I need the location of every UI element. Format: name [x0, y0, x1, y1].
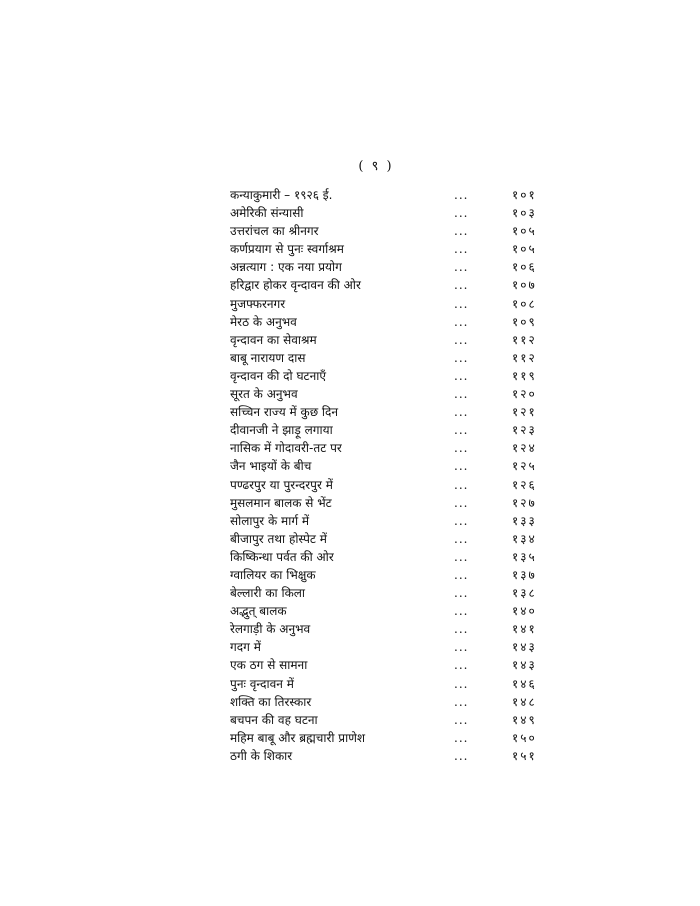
- toc-entry: [230, 222, 540, 240]
- toc-leader-dots: ...: [454, 206, 469, 221]
- toc-leader-dots: ...: [454, 368, 469, 383]
- toc-entry: [230, 331, 540, 349]
- toc-entry-page: १३३: [512, 513, 537, 528]
- toc-leader-dots: ...: [454, 314, 469, 329]
- toc-leader-dots: ...: [454, 477, 469, 492]
- toc-leader-dots: ...: [454, 224, 469, 239]
- toc-entry: [230, 638, 540, 656]
- toc-entry-page: १२४: [512, 441, 537, 456]
- toc-entry: [230, 476, 540, 494]
- toc-entry: [230, 421, 540, 439]
- toc-leader-dots: ...: [454, 748, 469, 763]
- toc-leader-dots: ...: [454, 260, 469, 275]
- toc-leader-dots: ...: [454, 296, 469, 311]
- toc-leader-dots: ...: [454, 459, 469, 474]
- toc-entry-page: १५१: [512, 748, 537, 763]
- toc-entry-page: ११२: [512, 350, 537, 365]
- toc-entry: [230, 240, 540, 258]
- toc-entry-page: १०१: [512, 188, 537, 202]
- toc-leader-dots: ...: [454, 658, 469, 673]
- toc-entry-title: मुजफ्फरनगर: [230, 296, 286, 311]
- toc-entry: [230, 747, 540, 765]
- toc-entry: [230, 693, 540, 711]
- toc-entry: [230, 566, 540, 584]
- toc-entry-title: नासिक में गोदावरी-तट पर: [230, 441, 342, 456]
- toc-entry-title: पुनः वृन्दावन में: [230, 676, 294, 691]
- toc-entry-page: १०७: [512, 278, 537, 293]
- toc-entry: [230, 602, 540, 620]
- toc-entry: [230, 367, 540, 385]
- toc-entry-page: १२७: [512, 495, 537, 510]
- toc-entry-page: १५०: [512, 730, 537, 745]
- toc-entry: [230, 186, 540, 204]
- toc-leader-dots: ...: [454, 513, 469, 528]
- toc-entry-page: १३७: [512, 567, 537, 582]
- toc-entry-title: गदग में: [230, 640, 261, 655]
- toc-entry-page: १४१: [512, 622, 537, 637]
- table-of-contents: [230, 186, 540, 765]
- toc-entry-title: अन्नत्याग : एक नया प्रयोग: [230, 260, 342, 275]
- toc-entry-title: ठगी के शिकार: [230, 748, 293, 763]
- toc-entry-title: वृन्दावन की दो घटनाएँ: [230, 368, 326, 383]
- toc-entry-page: १२३: [512, 423, 537, 438]
- toc-entry-page: ११९: [512, 368, 537, 383]
- toc-entry: [230, 313, 540, 331]
- toc-entry: [230, 530, 540, 548]
- toc-entry-title: अद्भुत् बालक: [230, 604, 287, 619]
- toc-leader-dots: ...: [454, 549, 469, 564]
- toc-leader-dots: ...: [454, 423, 469, 438]
- toc-entry-title: बीजापुर तथा होस्पेट में: [230, 531, 327, 546]
- toc-entry-page: १४३: [512, 640, 537, 655]
- toc-leader-dots: ...: [454, 712, 469, 727]
- toc-entry-page: १२०: [512, 387, 537, 402]
- toc-entry-title: अमेरिकी संन्यासी: [230, 206, 304, 221]
- toc-entry-page: १४८: [512, 694, 537, 709]
- toc-entry-page: १२६: [512, 477, 537, 492]
- toc-leader-dots: ...: [454, 604, 469, 619]
- toc-entry-title: ग्वालियर का भिक्षुक: [230, 567, 316, 582]
- toc-leader-dots: ...: [454, 242, 469, 257]
- toc-entry: [230, 385, 540, 403]
- toc-entry-page: १४०: [512, 604, 537, 619]
- toc-entry-title: मुसलमान बालक से भेंट: [230, 495, 332, 510]
- toc-leader-dots: ...: [454, 350, 469, 365]
- toc-entry: [230, 204, 540, 222]
- toc-leader-dots: ...: [454, 405, 469, 420]
- toc-entry-title: कर्णप्रयाग से पुनः स्वर्गाश्रम: [230, 242, 344, 257]
- toc-entry: [230, 620, 540, 638]
- toc-entry-title: हरिद्वार होकर वृन्दावन की ओर: [230, 278, 361, 293]
- toc-entry-title: पण्ढरपुर या पुरन्दरपुर में: [230, 477, 333, 492]
- toc-leader-dots: ...: [454, 278, 469, 293]
- toc-entry-title: बचपन की वह घटना: [230, 712, 318, 727]
- toc-entry: [230, 584, 540, 602]
- toc-entry-title: सच्चिन राज्य में कुछ दिन: [230, 405, 339, 420]
- toc-leader-dots: ...: [454, 586, 469, 601]
- toc-entry: [230, 656, 540, 674]
- toc-entry-page: १०९: [512, 314, 537, 329]
- toc-leader-dots: ...: [454, 567, 469, 582]
- toc-entry: [230, 403, 540, 421]
- toc-entry: [230, 494, 540, 512]
- toc-entry-page: १४३: [512, 658, 537, 673]
- toc-entry: [230, 711, 540, 729]
- toc-leader-dots: ...: [454, 387, 469, 402]
- toc-entry-title: रेलगाड़ी के अनुभव: [230, 622, 311, 637]
- toc-entry-title: सोलापुर के मार्ग में: [230, 513, 310, 528]
- toc-entry-page: १३४: [512, 531, 537, 546]
- toc-entry-page: १०८: [512, 296, 537, 311]
- toc-leader-dots: ...: [454, 188, 469, 202]
- toc-entry: [230, 457, 540, 475]
- toc-entry: [230, 512, 540, 530]
- toc-leader-dots: ...: [454, 441, 469, 456]
- toc-entry: [230, 729, 540, 747]
- toc-entry-title: कन्याकुमारी – १९२६ ई.: [230, 188, 333, 202]
- toc-entry-title: बेल्लारी का किला: [230, 586, 306, 601]
- toc-entry-page: १४९: [512, 712, 537, 727]
- toc-entry-title: एक ठग से सामना: [230, 658, 308, 673]
- toc-entry-title: सूरत के अनुभव: [230, 387, 298, 402]
- toc-entry: [230, 295, 540, 313]
- toc-entry-page: १३५: [512, 549, 537, 564]
- toc-entry-page: १०५: [512, 224, 537, 239]
- toc-entry-title: वृन्दावन का सेवाश्रम: [230, 332, 317, 347]
- toc-entry-page: १३८: [512, 586, 537, 601]
- toc-entry-page: १२५: [512, 459, 537, 474]
- toc-entry-page: १०६: [512, 260, 537, 275]
- toc-entry-page: १४६: [512, 676, 537, 691]
- toc-entry-page: १२१: [512, 405, 537, 420]
- toc-entry-page: १०५: [512, 242, 537, 257]
- toc-entry-title: मेरठ के अनुभव: [230, 314, 297, 329]
- toc-entry-title: महिम बाबू और ब्रह्मचारी प्राणेश: [230, 730, 366, 745]
- toc-leader-dots: ...: [454, 640, 469, 655]
- toc-entry-title: दीवानजी ने झाड़ू लगाया: [230, 423, 333, 438]
- toc-entry: [230, 349, 540, 367]
- toc-entry: [230, 548, 540, 566]
- toc-entry-title: किष्किन्धा पर्वत की ओर: [230, 549, 334, 564]
- toc-leader-dots: ...: [454, 694, 469, 709]
- toc-entry-title: शक्ति का तिरस्कार: [230, 694, 312, 709]
- toc-entry-title: जैन भाइयों के बीच: [230, 459, 312, 474]
- toc-entry-page: ११२: [512, 332, 537, 347]
- toc-entry: [230, 675, 540, 693]
- page-number: ( ९ ): [358, 159, 394, 174]
- toc-leader-dots: ...: [454, 676, 469, 691]
- toc-leader-dots: ...: [454, 531, 469, 546]
- toc-leader-dots: ...: [454, 332, 469, 347]
- toc-entry: [230, 276, 540, 294]
- toc-leader-dots: ...: [454, 495, 469, 510]
- toc-entry: [230, 258, 540, 276]
- toc-leader-dots: ...: [454, 622, 469, 637]
- toc-entry-page: १०३: [512, 206, 537, 221]
- toc-entry-title: बाबू नारायण दास: [230, 350, 306, 365]
- toc-entry-title: उत्तरांचल का श्रीनगर: [230, 224, 319, 239]
- toc-entry: [230, 439, 540, 457]
- toc-leader-dots: ...: [454, 730, 469, 745]
